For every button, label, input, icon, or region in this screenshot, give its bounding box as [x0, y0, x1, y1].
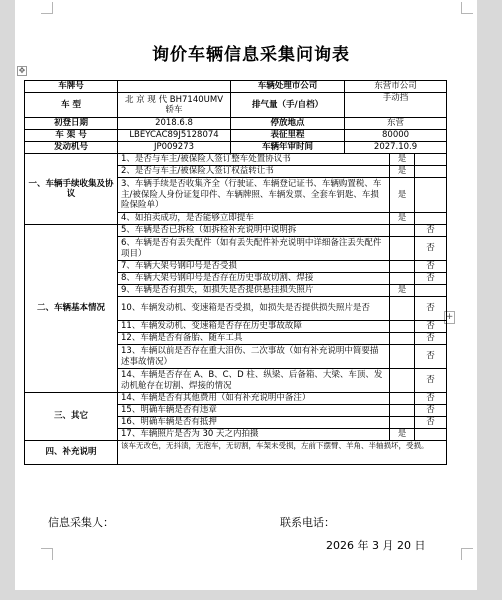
- checklist-question: 13、车辆以前是否存在重大泪伤、二次事故（如有补充说明中简要描述事故情况）: [118, 345, 390, 369]
- field-value: 80000: [345, 130, 447, 142]
- checklist-question: 12、车辆是否有备胎、随车工具: [118, 333, 390, 345]
- checklist-question: 6、车辆是否有丢失配件（如有丢失配件补充说明中详细备注丢失配件项目）: [118, 237, 390, 261]
- answer-no: [415, 154, 447, 166]
- supplement-text: 该车无改色，无抖渍，无泡车，无切割，车架未受损，左前下摆臂、羊角、半轴损坏，受损。: [118, 441, 447, 465]
- section-label: 三、其它: [25, 393, 118, 441]
- checklist-question: 17、车辆照片是否为 30 天之内拍摄: [118, 429, 390, 441]
- field-label: 车牌号: [25, 81, 118, 93]
- answer-no: 否: [415, 345, 447, 369]
- answer-no: 否: [415, 405, 447, 417]
- checklist-question: 4、如拍卖成功，是否能够立即提车: [118, 213, 390, 225]
- answer-no: [415, 429, 447, 441]
- checklist-question: 9、车辆是否有损失，如损失是否提供悬挂损失照片: [118, 285, 390, 297]
- answer-yes: [390, 321, 415, 333]
- checklist-question: 14、车辆是否存在 A、B、C、D 柱、纵梁、后备箱、大梁、车顶、发动机舱存在切割、焊接的情况: [118, 369, 390, 393]
- header-row: [25, 130, 447, 142]
- answer-yes: [390, 225, 415, 237]
- field-label: 排气量（手/自档）: [231, 93, 345, 118]
- checklist-row: [25, 225, 447, 237]
- field-label: 停放地点: [231, 118, 345, 130]
- answer-yes: 是: [390, 154, 415, 166]
- checklist-question: 1、是否与车主/被保险人签订整车处置协议书: [118, 154, 390, 166]
- checklist-question: 11、车辆发动机、变速箱是否存在历史事故故障: [118, 321, 390, 333]
- answer-no: 否: [415, 261, 447, 273]
- section-label: 四、补充说明: [25, 441, 118, 465]
- answer-no: 否: [415, 273, 447, 285]
- checklist-question: 10、车辆发动机、变速箱是否受损，如损失是否提供损失照片是否: [118, 297, 390, 321]
- field-value: 东营: [345, 118, 447, 130]
- answer-yes: 是: [390, 166, 415, 178]
- answer-no: 否: [415, 225, 447, 237]
- field-label: 车辆处理市公司: [231, 81, 345, 93]
- answer-yes: [390, 393, 415, 405]
- inquiry-form-table: [24, 80, 447, 465]
- answer-yes: [390, 345, 415, 369]
- answer-no: 否: [415, 393, 447, 405]
- answer-no: [415, 285, 447, 297]
- answer-no: 否: [415, 297, 447, 321]
- checklist-question: 16、明确车辆是否有抵押: [118, 417, 390, 429]
- answer-yes: 是: [390, 429, 415, 441]
- page-corner-mark: [41, 2, 53, 14]
- answer-no: 否: [415, 369, 447, 393]
- checklist-row: [25, 393, 447, 405]
- answer-yes: [390, 261, 415, 273]
- add-column-icon[interactable]: +: [445, 312, 454, 322]
- checklist-question: 7、车辆大架号钢印号是否受损: [118, 261, 390, 273]
- field-value: LBEYCAC89J5128074: [118, 130, 231, 142]
- answer-yes: 是: [390, 213, 415, 225]
- page-corner-mark: [41, 548, 53, 560]
- page-corner-mark: [461, 548, 473, 560]
- form-date: 2026 年 3 月 20 日: [326, 539, 426, 552]
- field-value: 手动挡: [345, 93, 447, 118]
- answer-yes: [390, 237, 415, 261]
- answer-yes: [390, 333, 415, 345]
- field-label: 车 架 号: [25, 130, 118, 142]
- answer-no: [415, 213, 447, 225]
- field-value: 2027.10.9: [345, 142, 447, 154]
- table-move-handle-icon[interactable]: ✥: [18, 66, 26, 75]
- document-title: 询价车辆信息采集问询表: [152, 45, 350, 65]
- answer-yes: [390, 273, 415, 285]
- field-value: [118, 81, 231, 93]
- checklist-row: [25, 154, 447, 166]
- answer-no: [415, 178, 447, 213]
- header-row: [25, 93, 447, 118]
- field-value: 北 京 现 代 BH7140UMV轿车: [118, 93, 231, 118]
- header-row: [25, 142, 447, 154]
- checklist-question: 5、车辆是否已拆检（如拆检补充说明中说明拆: [118, 225, 390, 237]
- field-label: 车 型: [25, 93, 118, 118]
- field-label: 初登日期: [25, 118, 118, 130]
- field-label: 发动机号: [25, 142, 118, 154]
- answer-yes: [390, 297, 415, 321]
- answer-yes: [390, 405, 415, 417]
- section-label: 一、车辆手续收集及协议: [25, 154, 118, 225]
- field-value: 2018.6.8: [118, 118, 231, 130]
- header-row: [25, 118, 447, 130]
- page-corner-mark: [461, 2, 473, 14]
- checklist-question: 14、车辆是否有其他费用（如有补充说明中备注）: [118, 393, 390, 405]
- answer-no: [415, 166, 447, 178]
- answer-no: 否: [415, 237, 447, 261]
- supplement-row: [25, 441, 447, 465]
- answer-yes: [390, 369, 415, 393]
- answer-yes: [390, 417, 415, 429]
- header-row: [25, 81, 447, 93]
- checklist-question: 3、车辆手续是否收集齐全（行驶证、车辆登记证书、车辆购置税、车主/被保险人身份证复印件、车辆牌照、车辆发票、全套车钥匙、车损险保险单）: [118, 178, 390, 213]
- answer-no: 否: [415, 417, 447, 429]
- field-value: JP009273: [118, 142, 231, 154]
- checklist-question: 15、明确车辆是否有违章: [118, 405, 390, 417]
- section-label: 二、车辆基本情况: [25, 225, 118, 393]
- field-label: 车辆年审时间: [231, 142, 345, 154]
- answer-no: 否: [415, 333, 447, 345]
- field-label: 表征里程: [231, 130, 345, 142]
- phone-label: 联系电话：: [280, 516, 335, 529]
- collector-label: 信息采集人：: [48, 516, 114, 529]
- checklist-question: 2、是否与车主/被保险人签订权益转让书: [118, 166, 390, 178]
- checklist-question: 8、车辆大架号钢印号是否存在历史事故切割、焊接: [118, 273, 390, 285]
- answer-yes: 是: [390, 178, 415, 213]
- answer-no: 否: [415, 321, 447, 333]
- answer-yes: 是: [390, 285, 415, 297]
- field-value: 东营市公司: [345, 81, 447, 93]
